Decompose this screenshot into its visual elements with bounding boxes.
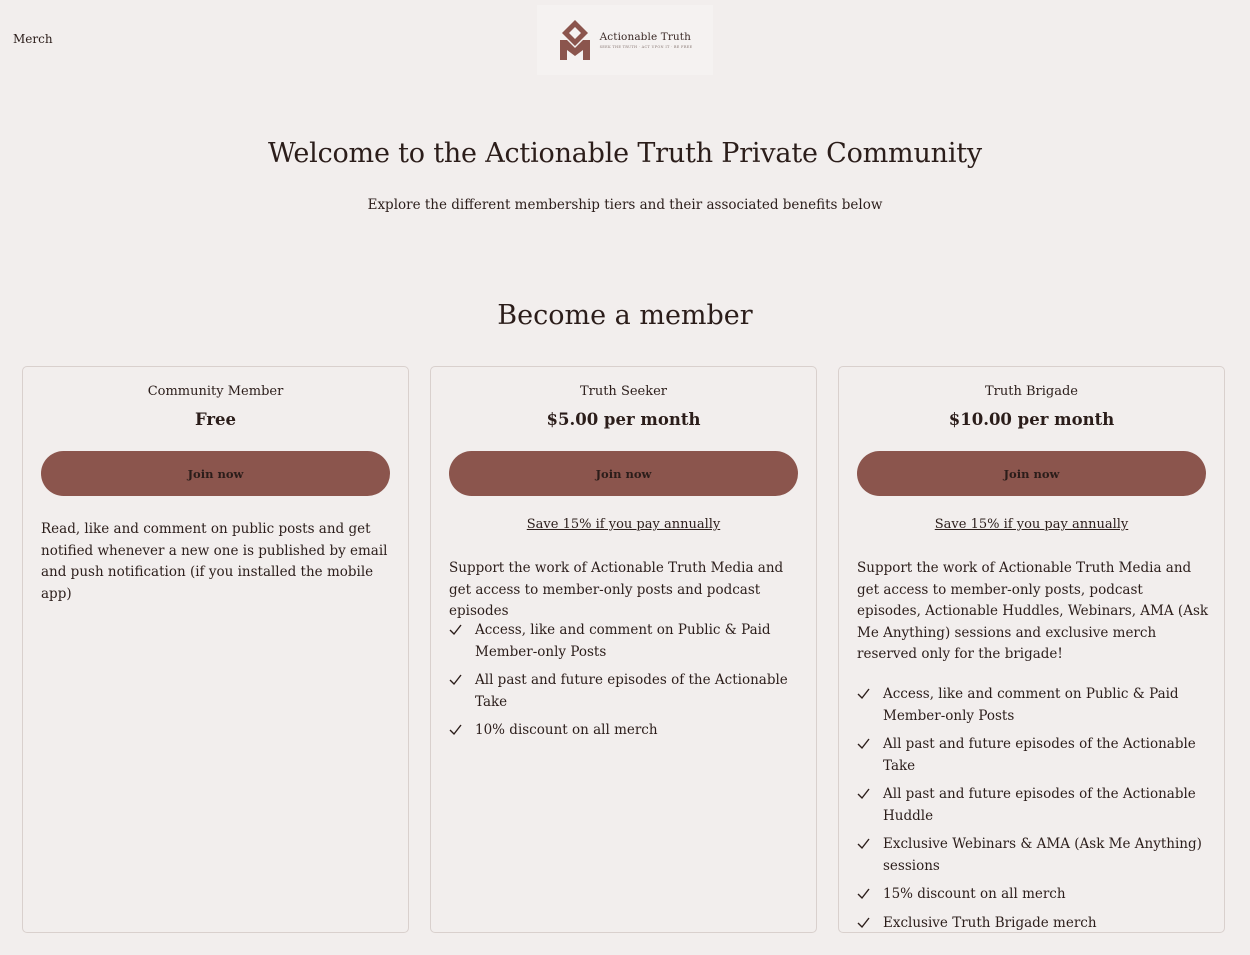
tier-price: $10.00 per month xyxy=(948,410,1115,429)
feature-text: Access, like and comment on Public & Paid Member-only Posts xyxy=(883,686,1179,724)
feature-text: Access, like and comment on Public & Paid Member-only Posts xyxy=(475,622,771,660)
feature-list xyxy=(449,620,801,749)
feature-item xyxy=(449,720,801,742)
tier-price: Free xyxy=(194,410,237,429)
feature-list xyxy=(857,684,1209,941)
checkmark-icon xyxy=(857,737,870,750)
tier-description: Read, like and comment on public posts and get notified whenever a new one is published by email and push notification (if you installed the mobile app) xyxy=(41,521,388,602)
checkmark-icon xyxy=(857,687,870,700)
checkmark-icon xyxy=(449,723,462,736)
logo-wordmark xyxy=(600,31,693,49)
tier-name: Truth Seeker xyxy=(579,384,668,399)
tier-price: $5.00 per month xyxy=(546,410,701,429)
join-now-button[interactable]: Join now xyxy=(857,451,1206,496)
feature-item xyxy=(449,620,801,663)
feature-item xyxy=(857,834,1209,877)
feature-text: All past and future episodes of the Actionable Take xyxy=(475,672,788,710)
feature-text: Exclusive Webinars & AMA (Ask Me Anything) sessions xyxy=(883,836,1202,874)
feature-text: 15% discount on all merch xyxy=(883,886,1066,902)
feature-text: All past and future episodes of the Actionable Take xyxy=(883,736,1196,774)
tier-name: Truth Brigade xyxy=(985,384,1078,399)
logo-name: Actionable Truth xyxy=(599,31,691,43)
tier-name: Community Member xyxy=(147,384,284,399)
feature-text: 10% discount on all merch xyxy=(475,722,658,738)
save-annually-link[interactable]: Save 15% if you pay annually xyxy=(526,517,721,532)
feature-text: Exclusive Truth Brigade merch xyxy=(883,914,1097,931)
section-title: Become a member xyxy=(497,300,753,331)
page-title: Welcome to the Actionable Truth Private Community xyxy=(268,138,982,169)
save-annually-link[interactable]: Save 15% if you pay annually xyxy=(934,517,1129,532)
checkmark-icon xyxy=(857,837,870,850)
feature-item xyxy=(449,670,801,713)
checkmark-icon xyxy=(857,887,870,900)
feature-item xyxy=(857,784,1209,827)
join-now-button[interactable]: Join now xyxy=(41,451,390,496)
checkmark-icon xyxy=(857,916,870,929)
join-now-button[interactable]: Join now xyxy=(449,451,798,496)
feature-item xyxy=(857,884,1209,906)
page-subtitle: Explore the different membership tiers and their associated benefits below xyxy=(367,197,883,213)
checkmark-icon xyxy=(449,623,462,636)
checkmark-icon xyxy=(857,787,870,800)
tier-card-truth-brigade xyxy=(838,366,1225,933)
feature-item xyxy=(857,913,1209,935)
feature-text: All past and future episodes of the Actionable Huddle xyxy=(883,786,1196,824)
site-logo[interactable] xyxy=(537,5,713,75)
nav-link-merch[interactable]: Merch xyxy=(13,32,53,46)
feature-item xyxy=(857,734,1209,777)
logo-mark-icon xyxy=(558,18,592,62)
checkmark-icon xyxy=(449,673,462,686)
tier-description: Support the work of Actionable Truth Media and get access to member-only posts and podcast episodes xyxy=(449,560,784,619)
logo-tagline: SEEK THE TRUTH · ACT UPON IT · BE FREE xyxy=(599,45,693,49)
tier-card-truth-seeker xyxy=(430,366,817,933)
tier-card-community-member xyxy=(22,366,409,933)
tier-description: Support the work of Actionable Truth Media and get access to member-only posts, podcast episodes, Actionable Huddles, Webinars, AMA (Ask Me Anything) sessions and exclusive merch reserved only for the brigade! xyxy=(857,560,1209,662)
top-bar xyxy=(0,0,1250,80)
feature-item xyxy=(857,684,1209,727)
